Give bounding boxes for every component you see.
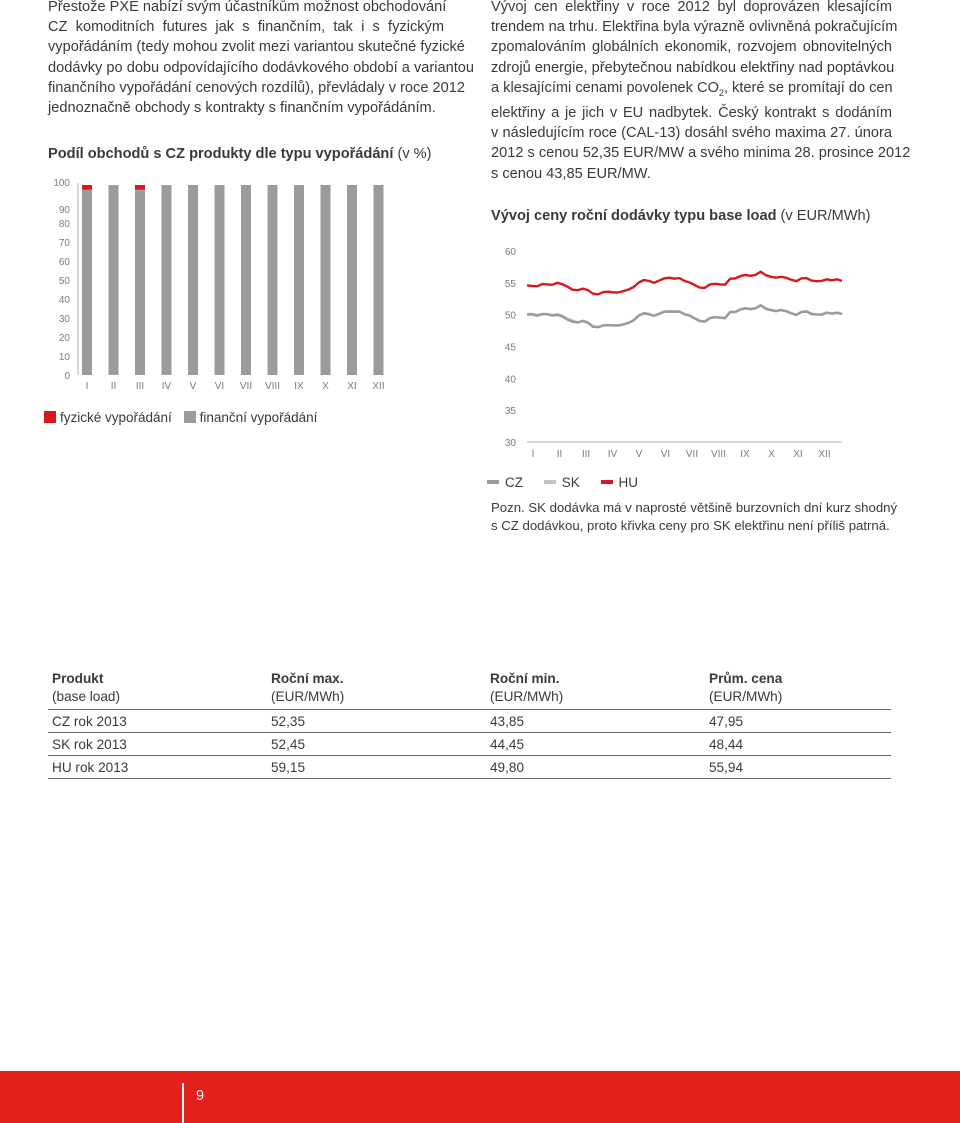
x-tick-label: III [135, 381, 145, 392]
series-line-cz [527, 305, 842, 327]
bar-chart [40, 170, 420, 400]
bar-financial [82, 190, 92, 375]
cell-max: 52,45 [267, 733, 486, 756]
page-footer [0, 1071, 960, 1123]
header-avg-sub: (EUR/MWh) [705, 687, 891, 710]
y-tick-label: 90 [58, 205, 70, 216]
line-chart-title-text: Vývoj ceny roční dodávky typu base load [491, 208, 777, 224]
header-max: Roční max. [271, 670, 344, 686]
bar-financial [294, 185, 304, 375]
x-tick-label: XII [818, 449, 831, 460]
text-line: s cenou 43,85 EUR/MW. [491, 165, 651, 182]
text-line: dodávky po dobu odpovídajícího dodávkového období a variantou [48, 59, 474, 76]
series-line-hu [527, 272, 842, 295]
bar-financial [321, 185, 331, 375]
bar-financial [109, 185, 119, 375]
bar-chart-title-unit: (v %) [397, 146, 432, 162]
text-line: finančního vypořádání cenových rozdílů), převládaly v roce 2012 [48, 79, 465, 96]
cell-product: CZ rok 2013 [48, 710, 267, 733]
legend-label-physical: fyzické vypořádání [60, 410, 172, 425]
legend-label-financial: finanční vypořádání [199, 410, 318, 425]
x-tick-label: II [556, 449, 563, 460]
x-tick-label: V [635, 449, 643, 460]
x-tick-label: I [85, 381, 89, 392]
bar-chart-title-text: Podíl obchodů s CZ produkty dle typu vypořádání [48, 146, 394, 162]
x-tick-label: VIII [710, 449, 727, 460]
legend-label-hu: HU [618, 475, 639, 490]
cell-max: 52,35 [267, 710, 486, 733]
header-min-sub: (EUR/MWh) [486, 687, 705, 710]
bar-financial [215, 185, 225, 375]
footer-divider [182, 1083, 184, 1123]
y-tick-label: 100 [53, 178, 70, 189]
legend-item-hu [601, 475, 639, 490]
legend-swatch-hu [601, 480, 613, 484]
y-tick-label: 60 [58, 257, 70, 268]
prices-paragraph [491, 0, 911, 184]
line-chart-title-unit: (v EUR/MWh) [780, 208, 871, 224]
x-tick-label: XI [347, 381, 357, 392]
x-tick-label: X [768, 449, 775, 460]
y-tick-label: 50 [504, 310, 516, 322]
text-line: vypořádáním (tedy mohou zvolit mezi variantou skutečné fyzické [48, 39, 465, 56]
legend-label-sk: SK [561, 475, 580, 490]
table-header-subrow [48, 687, 891, 710]
header-avg: Prům. cena [709, 670, 783, 686]
legend-item-sk [544, 475, 580, 490]
cell-product: SK rok 2013 [48, 733, 267, 756]
legend-swatch-cz [487, 480, 499, 484]
text-line: Přestože PXE nabízí svým účastníkům možnost obchodování [48, 0, 447, 15]
header-product-sub: (base load) [48, 687, 267, 710]
x-tick-label: IX [294, 381, 304, 392]
price-table [48, 669, 891, 779]
chart-note [491, 499, 898, 534]
x-tick-label: VI [660, 449, 671, 460]
cell-product: HU rok 2013 [48, 756, 267, 779]
cell-min: 43,85 [486, 710, 705, 733]
header-max-sub: (EUR/MWh) [267, 687, 486, 710]
x-tick-label: VIII [264, 381, 281, 392]
header-min: Roční min. [490, 670, 560, 686]
x-tick-label: III [581, 449, 591, 460]
table-header-row [48, 669, 891, 687]
bar-physical [135, 185, 145, 190]
legend-swatch-grey [184, 411, 196, 423]
text-line-co2 [491, 78, 892, 103]
text-line: trendem na trhu. Elektřina byla výrazně ovlivněná pokračujícím [491, 19, 898, 36]
cell-max: 59,15 [267, 756, 486, 779]
x-tick-label: VII [239, 381, 253, 392]
y-tick-label: 0 [64, 371, 70, 382]
y-tick-label: 45 [504, 342, 516, 354]
y-tick-label: 30 [58, 314, 70, 325]
co2-before: a klesajícími cenami povolenek CO [491, 79, 719, 96]
table-row [48, 710, 891, 733]
text-line: zpomalováním globálních ekonomik, rozvojem obnovitelných [491, 39, 892, 56]
line-chart [490, 238, 860, 466]
series-line-sk [527, 305, 842, 327]
bar-financial [135, 190, 145, 375]
legend-label-cz: CZ [505, 475, 523, 490]
line-chart-legend [487, 475, 638, 490]
legend-swatch-red [44, 411, 56, 423]
cell-avg: 47,95 [705, 710, 891, 733]
legend-item-physical [44, 410, 176, 425]
text-line: zdrojů energie, přebytečnou nabídkou elektřiny nad poptávkou [491, 59, 895, 76]
bar-financial [347, 185, 357, 375]
x-tick-label: IV [161, 381, 172, 392]
x-tick-label: IX [740, 449, 750, 460]
x-tick-label: VI [214, 381, 225, 392]
co2-subscript: 2 [718, 87, 724, 98]
text-line: elektřiny a je jich v EU nadbytek. Český kontrakt s dodáním [491, 104, 892, 121]
x-tick-label: X [322, 381, 329, 392]
legend-item-cz [487, 475, 523, 490]
page-number: 9 [196, 1088, 205, 1104]
x-tick-label: IV [607, 449, 618, 460]
header-product: Produkt [52, 670, 104, 686]
cell-min: 49,80 [486, 756, 705, 779]
bar-chart-legend [44, 410, 317, 425]
y-tick-label: 40 [504, 374, 516, 386]
y-tick-label: 70 [58, 238, 70, 249]
note-line: Pozn. SK dodávka má v naprosté většině burzovních dní kurz shodný [491, 500, 898, 515]
y-tick-label: 30 [504, 438, 516, 449]
intro-paragraph [48, 0, 474, 118]
bar-financial [241, 185, 251, 375]
legend-item-financial [184, 410, 318, 425]
y-tick-label: 60 [504, 247, 516, 258]
x-tick-label: VII [685, 449, 699, 460]
cell-min: 44,45 [486, 733, 705, 756]
text-line: jednoznačně obchody s kontrakty s finančním vypořádáním. [48, 100, 436, 117]
y-tick-label: 20 [58, 333, 70, 344]
bar-financial [162, 185, 172, 375]
line-chart-title [491, 208, 871, 224]
bar-financial [268, 185, 278, 375]
co2-after: , které se promítají do cen [723, 79, 893, 96]
x-tick-label: I [531, 449, 535, 460]
bar-chart-title [48, 146, 432, 162]
y-tick-label: 40 [58, 295, 70, 306]
bar-financial [188, 185, 198, 375]
y-tick-label: 55 [504, 278, 516, 290]
cell-avg: 48,44 [705, 733, 891, 756]
x-tick-label: V [189, 381, 197, 392]
x-tick-label: XII [372, 381, 385, 392]
text-line: 2012 s cenou 52,35 EUR/MW a svého minima 28. prosince 2012 [491, 145, 911, 162]
legend-swatch-sk [544, 480, 556, 484]
x-tick-label: XI [793, 449, 803, 460]
table-row [48, 733, 891, 756]
x-tick-label: II [110, 381, 117, 392]
y-tick-label: 35 [504, 406, 516, 418]
y-tick-label: 50 [58, 276, 70, 287]
text-line: Vývoj cen elektřiny v roce 2012 byl doprovázen klesajícím [491, 0, 892, 15]
y-tick-label: 10 [58, 352, 70, 363]
text-line: v následujícím roce (CAL-13) dosáhl svého maxima 27. února [491, 125, 892, 142]
note-line: s CZ dodávkou, proto křivka ceny pro SK elektřinu není příliš patrná. [491, 517, 890, 533]
cell-avg: 55,94 [705, 756, 891, 779]
table-row [48, 756, 891, 779]
bar-financial [374, 185, 384, 375]
text-line: CZ komoditních futures jak s finančním, tak i s fyzickým [48, 19, 444, 36]
bar-physical [82, 185, 92, 190]
y-tick-label: 80 [58, 219, 70, 230]
